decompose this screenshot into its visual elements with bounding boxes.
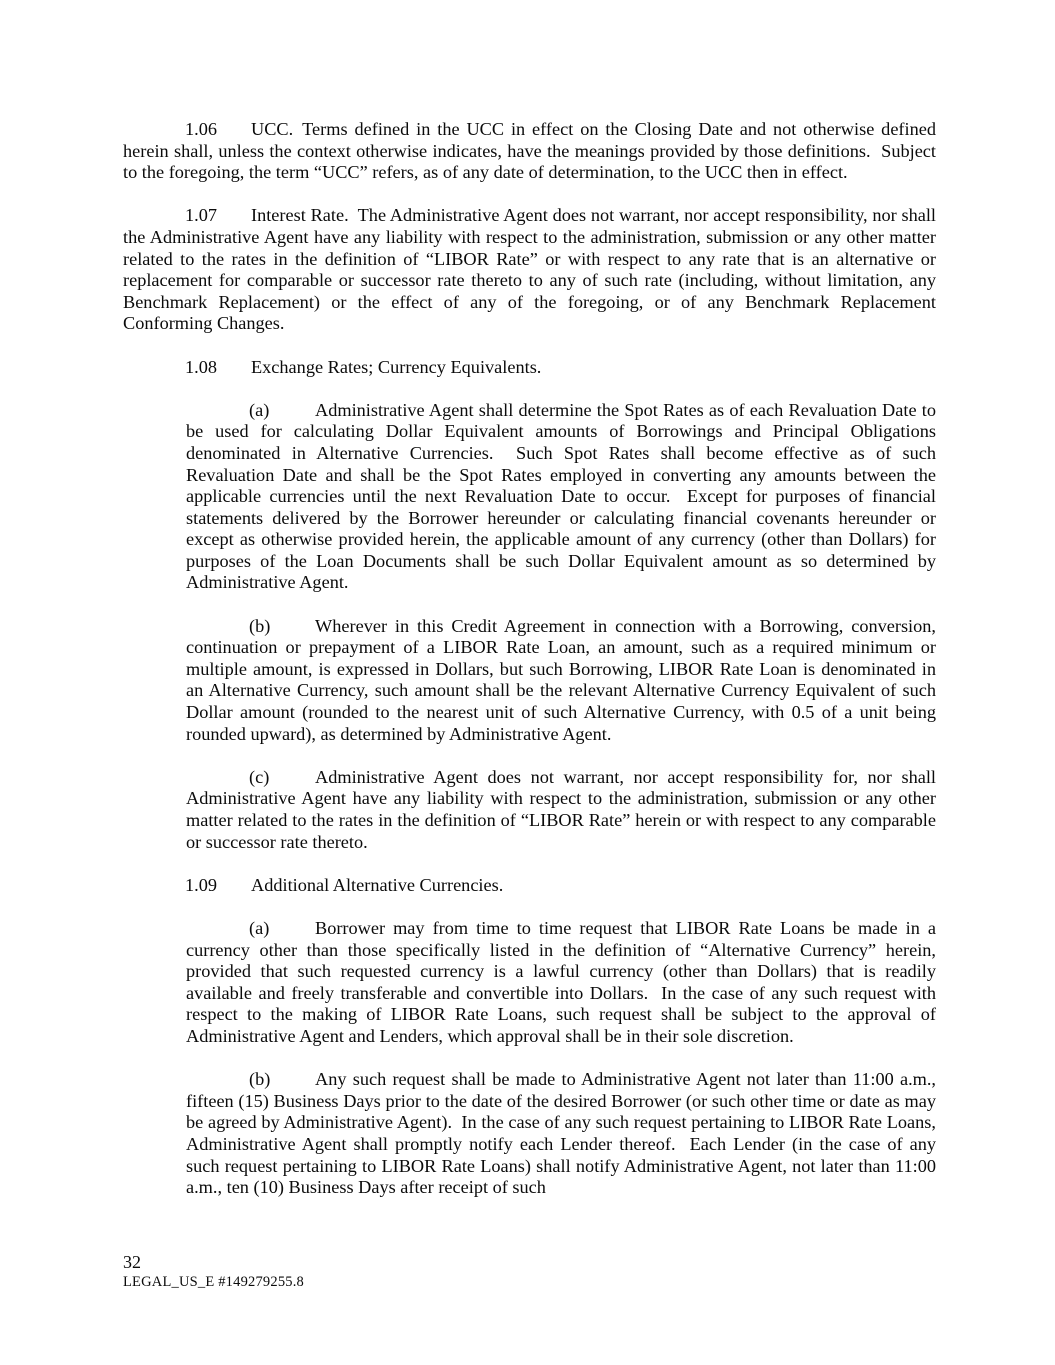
- section-1-08: [123, 357, 936, 379]
- section-1-08-sub-b: [186, 616, 936, 746]
- section-1-07: [123, 205, 936, 335]
- subsection-text: Borrower may from time to time request that LIBOR Rate Loans be made in a currency other than those specifically listed in the definition of “Alternative Currency” herein, provided that such requested currency is a lawful currency (other than Dollars) that is readily available and freely transferable and convertible into Dollars. In the case of any such request with respect to the making of LIBOR Rate Loans, such request shall be subject to the approval of Administrative Agent and Lenders, which approval shall be in their sole discretion.: [186, 917, 936, 1046]
- subsection-marker: (b): [249, 615, 271, 636]
- section-1-09-sub-a: [186, 918, 936, 1048]
- section-text: The Administrative Agent does not warrant, nor accept responsibility, nor shall the Administrative Agent have any liability with respect to the administration, submission or any other matter related to the rates in the definition of “LIBOR Rate” or with respect to any rate that is an alternative or replacement for comparable or successor rate thereto to any of such rate (including, without limitation, any Benchmark Replacement) or the effect of any of the foregoing, or of any Benchmark Replacement Conforming Changes.: [123, 205, 936, 334]
- section-heading: Interest Rate.: [251, 205, 349, 226]
- document-id: LEGAL_US_E #149279255.8: [123, 1274, 305, 1290]
- section-heading: Additional Alternative Currencies.: [251, 874, 504, 895]
- section-1-08-sub-c: [186, 767, 936, 853]
- section-1-09-sub-b: [186, 1069, 936, 1199]
- subsection-marker: (c): [249, 766, 270, 787]
- section-1-09: [123, 875, 936, 897]
- page-number: 32: [123, 1252, 141, 1272]
- section-1-08-sub-a: [186, 400, 936, 594]
- section-number: 1.07: [185, 205, 217, 226]
- subsection-marker: (a): [249, 399, 270, 420]
- section-number: 1.09: [185, 874, 217, 895]
- section-1-06: [123, 119, 936, 184]
- subsection-marker: (b): [249, 1069, 271, 1090]
- section-heading: Exchange Rates; Currency Equivalents.: [251, 356, 542, 377]
- section-number: 1.06: [185, 119, 217, 139]
- subsection-text: Wherever in this Credit Agreement in connection with a Borrowing, conversion, continuation or prepayment of a LIBOR Rate Loan, an amount, such as a required minimum or multiple amount, is expressed in Dollars, but such Borrowing, LIBOR Rate Loan is denominated in an Alternative Currency, such amount shall be the relevant Alternative Currency Equivalent of such Dollar amount (rounded to the nearest unit of such Alternative Currency, with 0.5 of a unit being rounded upward), as determined by Administrative Agent.: [186, 615, 936, 744]
- section-number: 1.08: [185, 356, 217, 377]
- document-body: [123, 119, 936, 1220]
- section-heading: UCC.: [251, 119, 294, 139]
- subsection-text: Any such request shall be made to Administrative Agent not later than 11:00 a.m., fifteen (15) Business Days prior to the date of the desired Borrower (or such other time or date as may be agreed by Administrative Agent). In the case of any such request pertaining to LIBOR Rate Loans, Administrative Agent shall promptly notify each Lender thereof. Each Lender (in the case of any such request pertaining to LIBOR Rate Loans) shall notify Administrative Agent, not later than 11:00 a.m., ten (10) Business Days after receipt of such: [186, 1069, 936, 1198]
- page-footer: [123, 1251, 304, 1291]
- subsection-text: Administrative Agent shall determine the Spot Rates as of each Revaluation Date to be used for calculating Dollar Equivalent amounts of Borrowings and Principal Obligations denominated in Alternative Currencies. Such Spot Rates shall become effective as of such Revaluation Date and shall be the Spot Rates employed in converting any amounts between the applicable currencies until the next Revaluation Date to occur. Except for purposes of financial statements delivered by the Borrower hereunder or calculating financial covenants hereunder or except as otherwise provided herein, the applicable amount of any currency (other than Dollars) for purposes of the Loan Documents shall be such Dollar Equivalent amount as so determined by Administrative Agent.: [186, 399, 936, 593]
- subsection-text: Administrative Agent does not warrant, nor accept responsibility for, nor shall Administrative Agent have any liability with respect to the administration, submission or any other matter related to the rates in the definition of “LIBOR Rate” herein or with respect to any comparable or successor rate thereto.: [186, 766, 936, 852]
- section-text: Terms defined in the UCC in effect on the Closing Date and not otherwise defined herein shall, unless the context otherwise indicates, have the meanings provided by those definitions. Subject to the foregoing, the term “UCC” refers, as of any date of determination, to the UCC then in effect.: [123, 119, 936, 183]
- subsection-marker: (a): [249, 917, 270, 938]
